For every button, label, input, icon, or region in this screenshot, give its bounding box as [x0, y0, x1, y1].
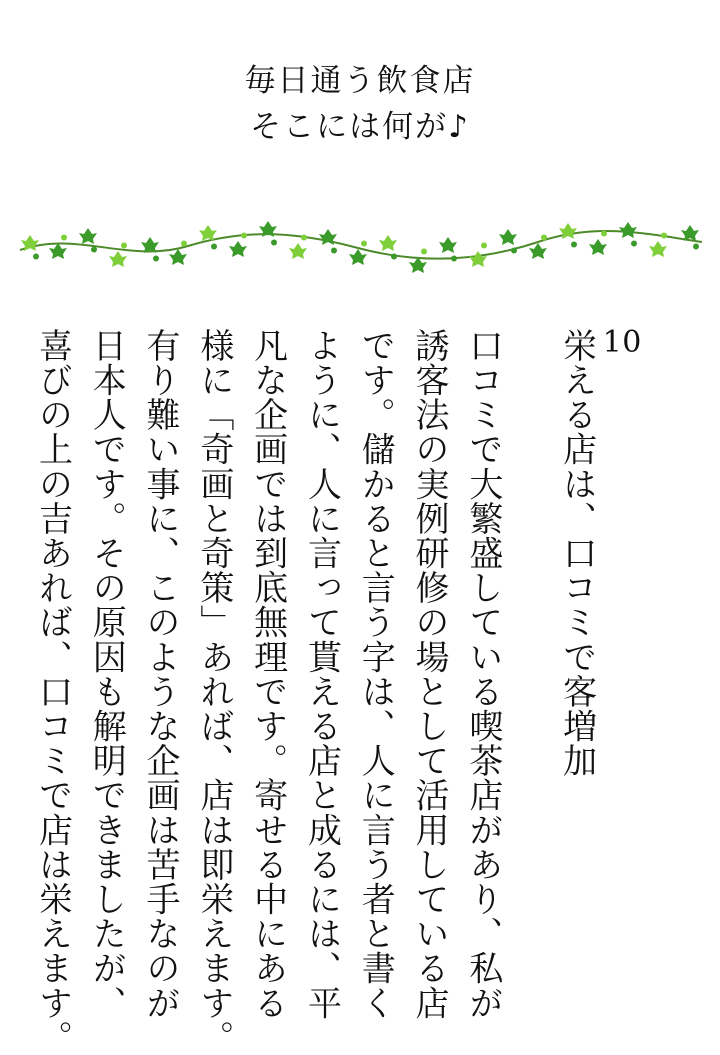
ivy-bud-icon — [241, 233, 247, 239]
ivy-bud-icon — [451, 256, 457, 262]
article-heading-text: 栄える店は、口コミで客増加 — [556, 328, 597, 778]
ivy-bud-icon — [61, 235, 67, 241]
ivy-bud-icon — [601, 231, 607, 237]
ivy-leaf-icon — [379, 235, 397, 251]
ivy-leaf-icon — [469, 251, 487, 267]
ivy-bud-icon — [541, 235, 547, 241]
body-column: 喜びの上の吉あれば、口コミで店は栄えます。 — [32, 328, 73, 1055]
body-column: 日本人です。その原因も解明できましたが、 — [86, 328, 127, 1020]
ivy-bud-icon — [511, 248, 517, 254]
ivy-bud-icon — [331, 248, 337, 254]
article-body — [25, 325, 642, 1055]
title-line-2: そこには何が♪ — [250, 109, 470, 145]
ivy-bud-icon — [361, 241, 367, 247]
ivy-leaf-icon — [589, 239, 607, 255]
ivy-bud-icon — [421, 249, 427, 255]
ivy-leaf-icon — [49, 243, 67, 259]
ivy-leaf-icon — [79, 228, 97, 244]
ivy-leaf-icon — [409, 257, 427, 273]
body-column: 凡な企画では到底無理です。寄せる中にある — [247, 328, 288, 1020]
ivy-leaf-icon — [229, 241, 247, 257]
article-number: 10 — [602, 325, 642, 360]
ivy-bud-icon — [271, 240, 277, 246]
ivy-bud-icon — [153, 256, 159, 262]
ivy-leaf-icon — [649, 241, 667, 257]
ivy-bud-icon — [481, 243, 487, 249]
ivy-leaf-icon — [619, 222, 637, 238]
page-title — [0, 58, 720, 150]
body-column: ように、人に言って貰える店と成るには、平 — [301, 328, 342, 1020]
body-column: 誘客法の実例研修の場として活用している店 — [409, 328, 450, 1020]
ivy-leaf-icon — [349, 249, 367, 265]
ivy-leaf-icon — [109, 251, 127, 267]
ivy-bud-icon — [91, 247, 97, 253]
title-line-1: 毎日通う飲食店 — [244, 63, 476, 99]
ivy-bud-icon — [661, 233, 667, 239]
ivy-bud-icon — [181, 241, 187, 247]
ivy-bud-icon — [631, 241, 637, 247]
ivy-bud-icon — [571, 242, 577, 248]
ivy-leaf-icon — [439, 237, 457, 253]
ivy-leaf-icon — [289, 243, 307, 259]
ivy-bud-icon — [121, 243, 127, 249]
ivy-leaf-icon — [169, 249, 187, 265]
ivy-bud-icon — [33, 254, 39, 260]
ivy-bud-icon — [301, 235, 307, 241]
article-heading — [549, 325, 642, 1008]
body-column: です。儲かると言う字は、人に言う者と書く — [355, 328, 396, 1020]
body-column: 有り難い事に、このような企画は苦手なのが — [140, 328, 181, 1020]
body-column: 口コミで大繁盛している喫茶店があり、私が — [462, 328, 503, 1020]
ivy-leaf-icon — [529, 243, 547, 259]
ivy-bud-icon — [211, 244, 217, 250]
ivy-bud-icon — [693, 244, 699, 250]
ivy-vine-icon — [18, 212, 704, 282]
body-column: 様に「奇画と奇策」あれば、店は即栄えます。 — [193, 328, 234, 1055]
ivy-bud-icon — [391, 254, 397, 260]
ivy-leaf-icon — [499, 229, 517, 245]
